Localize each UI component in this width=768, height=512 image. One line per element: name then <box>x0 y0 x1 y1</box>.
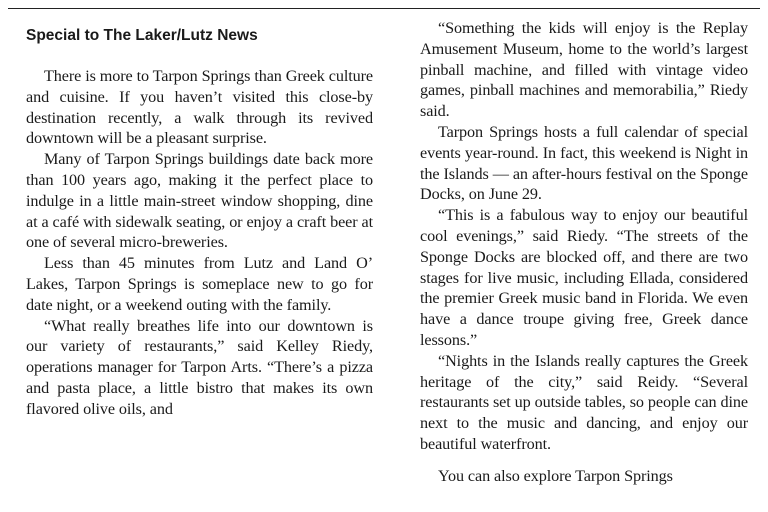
article-paragraph: Tarpon Springs hosts a full calendar of special events year-round. In fact, this weekend is Night in the Islands — an after-hours festival on the Sponge Docks, on June 29. <box>420 122 748 204</box>
article-paragraph: There is more to Tarpon Springs than Greek culture and cuisine. If you haven’t visited this close-by destination recently, a walk through its revived downtown will be a pleasant surprise. <box>26 67 373 148</box>
article-byline: Special to The Laker/Lutz News <box>26 27 258 44</box>
article-paragraph: “Something the kids will enjoy is the Replay Amusement Museum, home to the world’s largest pinball machine, and filled with vintage video games, pinball machines and memorabilia,” Riedy said. <box>420 19 748 121</box>
article-column-left <box>26 18 373 420</box>
article-paragraph: You can also explore Tarpon Springs <box>438 466 673 485</box>
top-rule <box>8 8 760 9</box>
article-paragraph: “What really breathes life into our downtown is our variety of restaurants,” said Kelley Riedy, operations manager for Tarpon Arts. “There’s a pizza and pasta place, a little bistro that makes its own flavored olive oils, and <box>26 316 373 418</box>
article-paragraph: Less than 45 minutes from Lutz and Land O’ Lakes, Tarpon Springs is someplace new to go for date night, or a weekend outing with the family. <box>26 254 373 314</box>
article-paragraph: Many of Tarpon Springs buildings date back more than 100 years ago, making it the perfect place to indulge in a little main-street window shopping, dine at a café with sidewalk seating, or enjoy a craft beer at one of several micro-breweries. <box>26 150 373 252</box>
article-paragraph: “This is a fabulous way to enjoy our beautiful cool evenings,” said Riedy. “The streets of the Sponge Docks are blocked off, and there are two stages for live music, including Ellada, considered the premier Greek music band in Florida. We even have a dance troupe giving free, Greek dance lessons.” <box>420 206 748 349</box>
article-paragraph: “Nights in the Islands really captures the Greek heritage of the city,” said Reidy. “Several restaurants set up outside tables, so people can dine next to the music and dancing, and enjoy our beautiful waterfront. <box>420 351 748 453</box>
article-column-right <box>420 18 748 487</box>
